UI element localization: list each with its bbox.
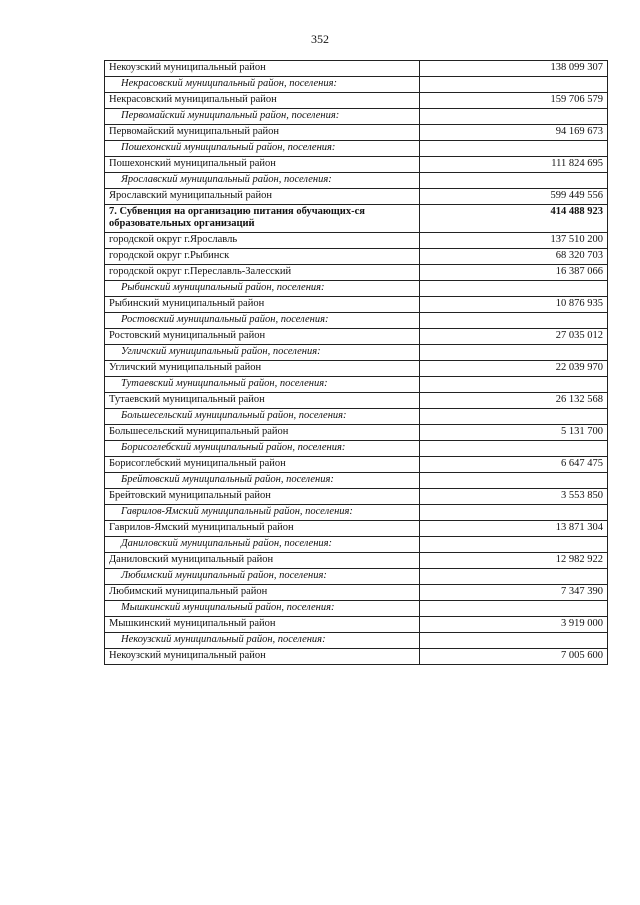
row-name: городской округ г.Рыбинск <box>105 249 420 265</box>
row-name: Некоузский муниципальный район <box>105 649 420 665</box>
table-row <box>105 93 608 109</box>
row-name: Ростовский муниципальный район <box>105 329 420 345</box>
table-row <box>105 265 608 281</box>
table-row <box>105 457 608 473</box>
settlements-subheader-row <box>105 345 608 361</box>
row-name: Рыбинский муниципальный район <box>105 297 420 313</box>
row-amount: 414 488 923 <box>420 205 608 233</box>
table-row <box>105 233 608 249</box>
row-name: Любимский муниципальный район, поселения: <box>105 569 420 585</box>
row-name: Большесельский муниципальный район <box>105 425 420 441</box>
row-name: Пошехонский муниципальный район, поселения: <box>105 141 420 157</box>
row-name: Мышкинский муниципальный район <box>105 617 420 633</box>
row-amount <box>420 345 608 361</box>
row-amount <box>420 281 608 297</box>
row-name: Рыбинский муниципальный район, поселения: <box>105 281 420 297</box>
settlements-subheader-row <box>105 537 608 553</box>
row-amount <box>420 409 608 425</box>
row-name: Гаврилов-Ямский муниципальный район <box>105 521 420 537</box>
row-amount: 599 449 556 <box>420 189 608 205</box>
table-row <box>105 553 608 569</box>
row-name: Угличский муниципальный район <box>105 361 420 377</box>
row-name: Борисоглебский муниципальный район, поселения: <box>105 441 420 457</box>
row-amount: 138 099 307 <box>420 61 608 77</box>
settlements-subheader-row <box>105 569 608 585</box>
settlements-subheader-row <box>105 77 608 93</box>
row-name: Пошехонский муниципальный район <box>105 157 420 173</box>
table-row <box>105 521 608 537</box>
row-amount: 10 876 935 <box>420 297 608 313</box>
row-name: Брейтовский муниципальный район, поселения: <box>105 473 420 489</box>
settlements-subheader-row <box>105 281 608 297</box>
row-name: Мышкинский муниципальный район, поселения: <box>105 601 420 617</box>
row-amount: 5 131 700 <box>420 425 608 441</box>
row-name: 7. Субвенция на организацию питания обучающих-ся образовательных организаций <box>105 205 420 233</box>
table-row <box>105 125 608 141</box>
row-name: городской округ г.Ярославль <box>105 233 420 249</box>
row-name: Брейтовский муниципальный район <box>105 489 420 505</box>
row-amount <box>420 377 608 393</box>
settlements-subheader-row <box>105 409 608 425</box>
row-amount <box>420 537 608 553</box>
row-name: Большесельский муниципальный район, поселения: <box>105 409 420 425</box>
row-amount: 3 919 000 <box>420 617 608 633</box>
table-row <box>105 617 608 633</box>
budget-table <box>104 60 608 665</box>
row-amount: 68 320 703 <box>420 249 608 265</box>
page-number: 352 <box>311 32 329 46</box>
row-amount: 111 824 695 <box>420 157 608 173</box>
row-amount <box>420 141 608 157</box>
row-amount <box>420 473 608 489</box>
settlements-subheader-row <box>105 601 608 617</box>
row-amount <box>420 77 608 93</box>
table-row <box>105 157 608 173</box>
table-row <box>105 585 608 601</box>
row-amount: 12 982 922 <box>420 553 608 569</box>
row-amount <box>420 601 608 617</box>
table-row <box>105 189 608 205</box>
row-amount <box>420 505 608 521</box>
row-amount: 6 647 475 <box>420 457 608 473</box>
row-amount: 7 347 390 <box>420 585 608 601</box>
settlements-subheader-row <box>105 633 608 649</box>
table-row <box>105 361 608 377</box>
section-total-row <box>105 205 608 233</box>
row-amount: 3 553 850 <box>420 489 608 505</box>
settlements-subheader-row <box>105 441 608 457</box>
row-name: Первомайский муниципальный район, поселения: <box>105 109 420 125</box>
row-name: Даниловский муниципальный район, поселения: <box>105 537 420 553</box>
row-name: Некрасовский муниципальный район, поселения: <box>105 77 420 93</box>
row-amount: 16 387 066 <box>420 265 608 281</box>
row-name: Тутаевский муниципальный район, поселения: <box>105 377 420 393</box>
table-row <box>105 425 608 441</box>
row-name: Ростовский муниципальный район, поселения: <box>105 313 420 329</box>
row-name: Первомайский муниципальный район <box>105 125 420 141</box>
row-amount: 26 132 568 <box>420 393 608 409</box>
row-name: Даниловский муниципальный район <box>105 553 420 569</box>
row-amount: 13 871 304 <box>420 521 608 537</box>
row-amount <box>420 313 608 329</box>
row-amount: 137 510 200 <box>420 233 608 249</box>
row-amount <box>420 441 608 457</box>
settlements-subheader-row <box>105 313 608 329</box>
row-name: Любимский муниципальный район <box>105 585 420 601</box>
row-amount <box>420 633 608 649</box>
row-amount: 27 035 012 <box>420 329 608 345</box>
settlements-subheader-row <box>105 505 608 521</box>
settlements-subheader-row <box>105 141 608 157</box>
table-row <box>105 249 608 265</box>
row-name: Тутаевский муниципальный район <box>105 393 420 409</box>
row-amount <box>420 173 608 189</box>
row-name: Ярославский муниципальный район, поселения: <box>105 173 420 189</box>
settlements-subheader-row <box>105 473 608 489</box>
row-amount: 22 039 970 <box>420 361 608 377</box>
row-name: Некрасовский муниципальный район <box>105 93 420 109</box>
settlements-subheader-row <box>105 173 608 189</box>
row-amount: 159 706 579 <box>420 93 608 109</box>
row-amount <box>420 569 608 585</box>
table-row <box>105 329 608 345</box>
row-name: Борисоглебский муниципальный район <box>105 457 420 473</box>
table-row <box>105 297 608 313</box>
settlements-subheader-row <box>105 109 608 125</box>
row-name: Ярославский муниципальный район <box>105 189 420 205</box>
row-name: Некоузский муниципальный район <box>105 61 420 77</box>
row-amount <box>420 109 608 125</box>
table-row <box>105 489 608 505</box>
row-name: Угличский муниципальный район, поселения: <box>105 345 420 361</box>
table-row <box>105 61 608 77</box>
row-amount: 94 169 673 <box>420 125 608 141</box>
row-name: Гаврилов-Ямский муниципальный район, поселения: <box>105 505 420 521</box>
settlements-subheader-row <box>105 377 608 393</box>
row-amount: 7 005 600 <box>420 649 608 665</box>
row-name: городской округ г.Переславль-Залесский <box>105 265 420 281</box>
table-row <box>105 393 608 409</box>
row-name: Некоузский муниципальный район, поселения: <box>105 633 420 649</box>
table-row <box>105 649 608 665</box>
